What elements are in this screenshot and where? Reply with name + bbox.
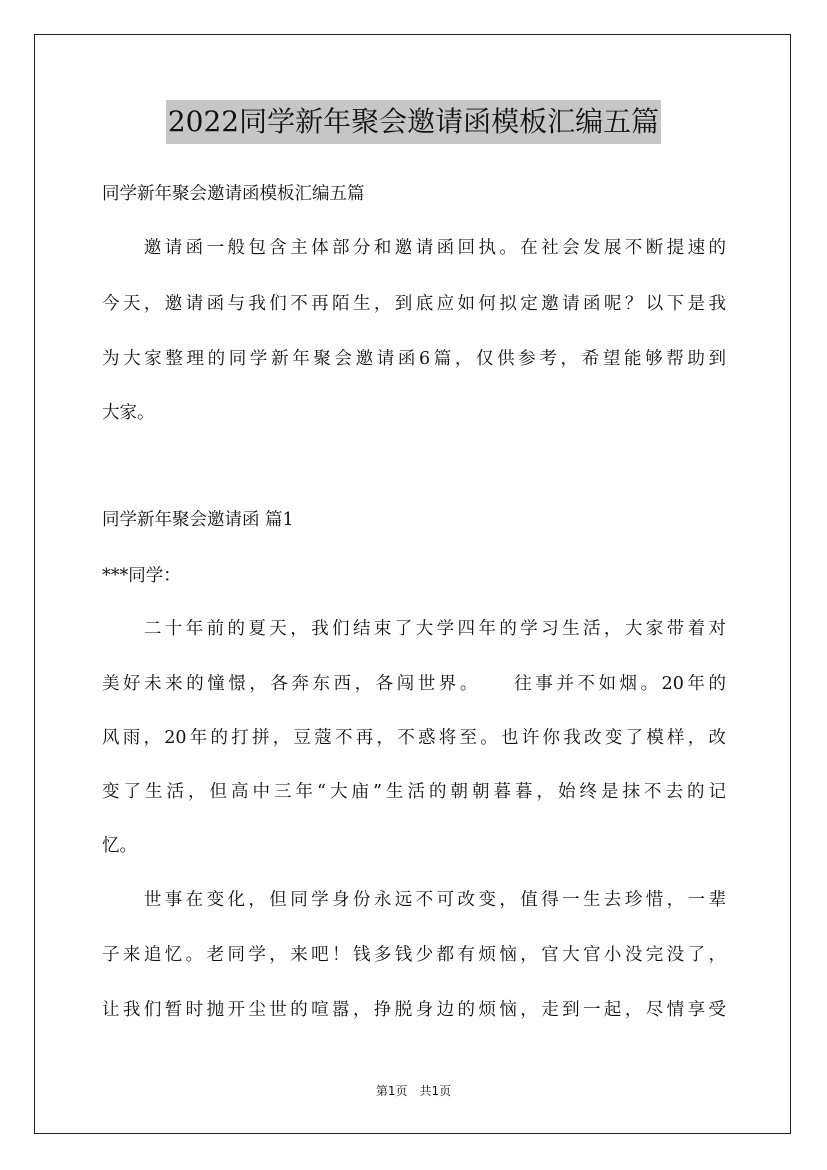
paragraph-line: 二十年前的夏天，我们结束了大学四年的学习生活，大家带着对 <box>102 619 726 639</box>
document-title: 2022同学新年聚会邀请函模板汇编五篇 <box>166 100 661 144</box>
paragraph-line: 变了生活，但高中三年“大庙”生活的朝朝暮暮，始终是抹不去的记 <box>102 782 726 802</box>
paragraph-line: 美好未来的憧憬，各奔东西，各闯世界。 往事并不如烟。20年的 <box>102 674 726 694</box>
title-container <box>0 100 827 144</box>
salutation: ***同学： <box>102 566 181 586</box>
paragraph-line: 子来追忆。老同学，来吧！钱多钱少都有烦恼，官大官小没完没了， <box>102 945 726 965</box>
section-heading: 同学新年聚会邀请函 篇1 <box>102 510 294 530</box>
document-subtitle: 同学新年聚会邀请函模板汇编五篇 <box>102 184 365 204</box>
intro-line: 邀请函一般包含主体部分和邀请函回执。在社会发展不断提速的 <box>102 238 726 258</box>
page-indicator: 第1页 共1页 <box>375 1084 452 1098</box>
intro-line: 为大家整理的同学新年聚会邀请函6篇，仅供参考，希望能够帮助到 <box>102 349 726 369</box>
paragraph-line: 风雨，20年的打拼，豆蔻不再，不惑将至。也许你我改变了模样，改 <box>102 728 726 748</box>
paragraph-line: 让我们暂时抛开尘世的喧嚣，挣脱身边的烦恼，走到一起，尽情享受 <box>102 1000 726 1020</box>
intro-line: 大家。 <box>102 403 155 423</box>
paragraph-line: 世事在变化，但同学身份永远不可改变，值得一生去珍惜，一辈 <box>102 890 726 910</box>
paragraph-line: 忆。 <box>102 836 137 856</box>
intro-line: 今天，邀请函与我们不再陌生，到底应如何拟定邀请函呢？以下是我 <box>102 294 726 314</box>
